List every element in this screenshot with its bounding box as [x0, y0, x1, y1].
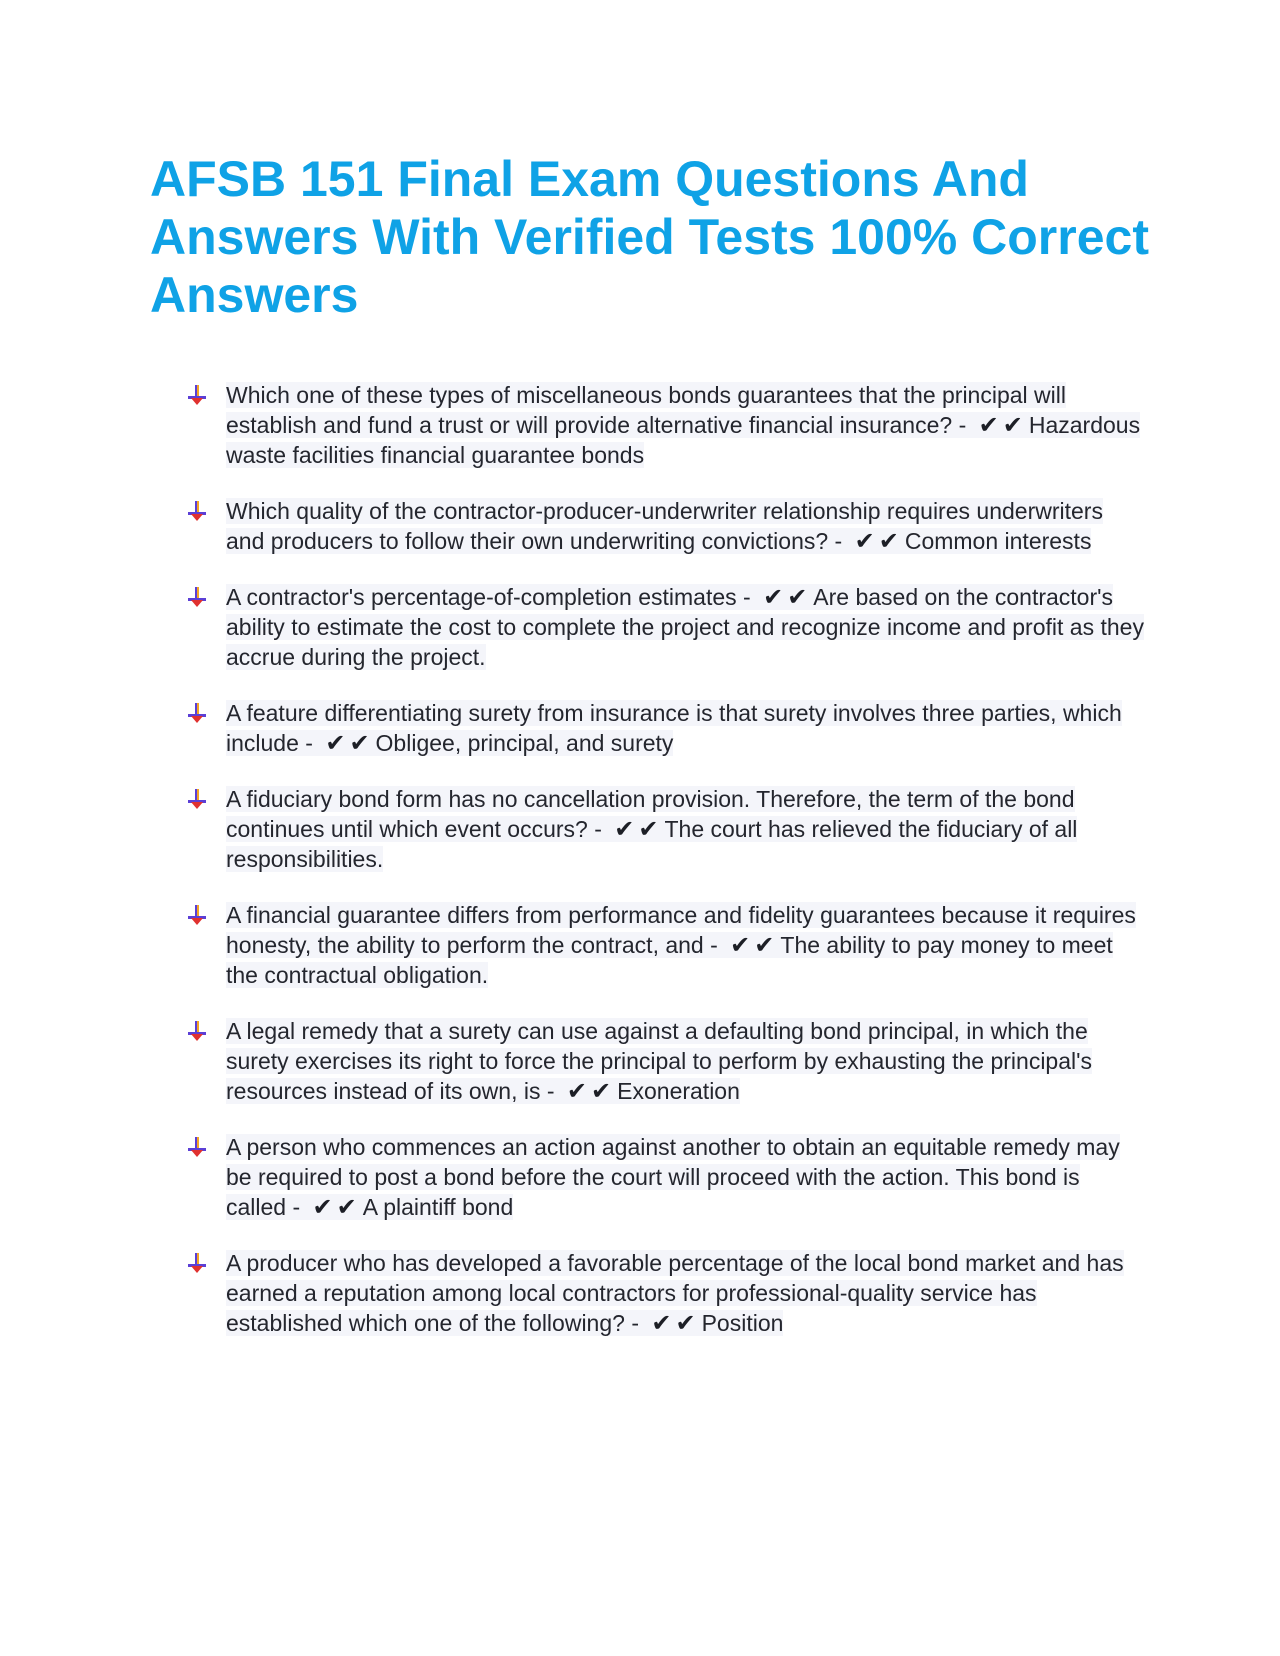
- down-arrow-bullet-icon: [186, 788, 208, 810]
- down-arrow-bullet-icon: [186, 384, 208, 406]
- check-icon: ✔: [349, 729, 370, 757]
- check-marks: [651, 1310, 699, 1336]
- answer-text: The ability to pay money to meet the contractual obligation.: [226, 932, 1113, 988]
- qa-item: [186, 1132, 1146, 1222]
- down-arrow-bullet-icon: [186, 1252, 208, 1274]
- check-icon: ✔: [651, 1309, 672, 1337]
- question-text: A person who commences an action against another to obtain an equitable remedy may be required to post a bond before the court will proceed with the action. This bond is called -: [226, 1134, 1120, 1220]
- check-icon: ✔: [854, 527, 875, 555]
- question-text: A legal remedy that a surety can use against a defaulting bond principal, in which the surety exercises its right to force the principal to perform by exhausting the principal's resources instead of its own, is -: [226, 1018, 1093, 1104]
- check-icon: ✔: [878, 527, 899, 555]
- down-arrow-bullet-icon: [186, 500, 208, 522]
- check-marks: [730, 932, 778, 958]
- answer-text: Obligee, principal, and surety: [375, 730, 674, 756]
- question-text: A contractor's percentage-of-completion estimates -: [226, 584, 758, 610]
- check-marks: [979, 412, 1027, 438]
- qa-text: [226, 700, 1122, 756]
- check-marks: [763, 584, 811, 610]
- check-icon: ✔: [312, 1193, 333, 1221]
- check-icon: ✔: [763, 583, 784, 611]
- down-arrow-bullet-icon: [186, 1020, 208, 1042]
- qa-item: [186, 698, 1146, 758]
- qa-text: [226, 584, 1144, 670]
- answer-text: Common interests: [904, 528, 1092, 554]
- check-marks: [614, 816, 662, 842]
- answer-text: Hazardous waste facilities financial guarantee bonds: [226, 412, 1141, 468]
- down-arrow-bullet-icon: [186, 904, 208, 926]
- down-arrow-bullet-icon: [186, 586, 208, 608]
- answer-text: Position: [701, 1310, 784, 1336]
- qa-item: [186, 380, 1146, 470]
- check-marks: [313, 1194, 361, 1220]
- qa-item: [186, 1248, 1146, 1338]
- qa-text: [226, 382, 1140, 468]
- qa-text: [226, 1134, 1120, 1220]
- qa-item: [186, 1016, 1146, 1106]
- qa-item: [186, 496, 1146, 556]
- check-icon: ✔: [730, 931, 751, 959]
- down-arrow-bullet-icon: [186, 702, 208, 724]
- qa-text: [226, 786, 1077, 872]
- down-arrow-bullet-icon: [186, 1136, 208, 1158]
- check-marks: [855, 528, 903, 554]
- qa-text: [226, 1018, 1092, 1104]
- question-text: A feature differentiating surety from insurance is that surety involves three parties, which include -: [226, 700, 1122, 756]
- check-marks: [325, 730, 373, 756]
- answer-text: The court has relieved the fiduciary of all responsibilities.: [226, 816, 1078, 872]
- qa-text: [226, 902, 1136, 988]
- qa-item: [186, 900, 1146, 990]
- answer-text: A plaintiff bond: [362, 1194, 514, 1220]
- check-icon: ✔: [566, 1077, 588, 1105]
- question-text: A producer who has developed a favorable percentage of the local bond market and has earned a reputation among local contractors for professional-quality service has established which one of the following? -: [226, 1250, 1124, 1336]
- check-icon: ✔: [978, 411, 999, 439]
- check-icon: ✔: [1002, 411, 1023, 439]
- qa-item: [186, 784, 1146, 874]
- check-marks: [567, 1078, 615, 1104]
- document-title: AFSB 151 Final Exam Questions And Answers With Verified Tests 100% Correct Answers: [150, 151, 1149, 323]
- qa-text: [226, 498, 1103, 554]
- check-icon: ✔: [336, 1193, 357, 1221]
- answer-text: Exoneration: [617, 1078, 740, 1104]
- check-icon: ✔: [325, 729, 346, 757]
- qa-text: [226, 1250, 1124, 1336]
- check-icon: ✔: [675, 1309, 696, 1337]
- question-text: Which quality of the contractor-producer-underwriter relationship requires underwriters and producers to follow their own underwriting convictions? -: [226, 498, 1103, 554]
- question-text: A fiduciary bond form has no cancellation provision. Therefore, the term of the bond continues until which event occurs? -: [226, 786, 1075, 842]
- check-icon: ✔: [754, 931, 775, 959]
- question-text: A financial guarantee differs from performance and fidelity guarantees because it requires honesty, the ability to perform the contract, and -: [226, 902, 1136, 958]
- check-icon: ✔: [591, 1077, 612, 1105]
- qa-list: [186, 380, 1146, 1364]
- question-text: Which one of these types of miscellaneous bonds guarantees that the principal will establish and fund a trust or will provide alternative financial insurance? -: [226, 382, 1066, 438]
- qa-item: [186, 582, 1146, 672]
- answer-text: Are based on the contractor's ability to estimate the cost to complete the project and recognize income and profit as they accrue during the project.: [226, 584, 1144, 670]
- check-icon: ✔: [614, 815, 635, 843]
- check-icon: ✔: [638, 815, 659, 843]
- check-icon: ✔: [787, 583, 808, 611]
